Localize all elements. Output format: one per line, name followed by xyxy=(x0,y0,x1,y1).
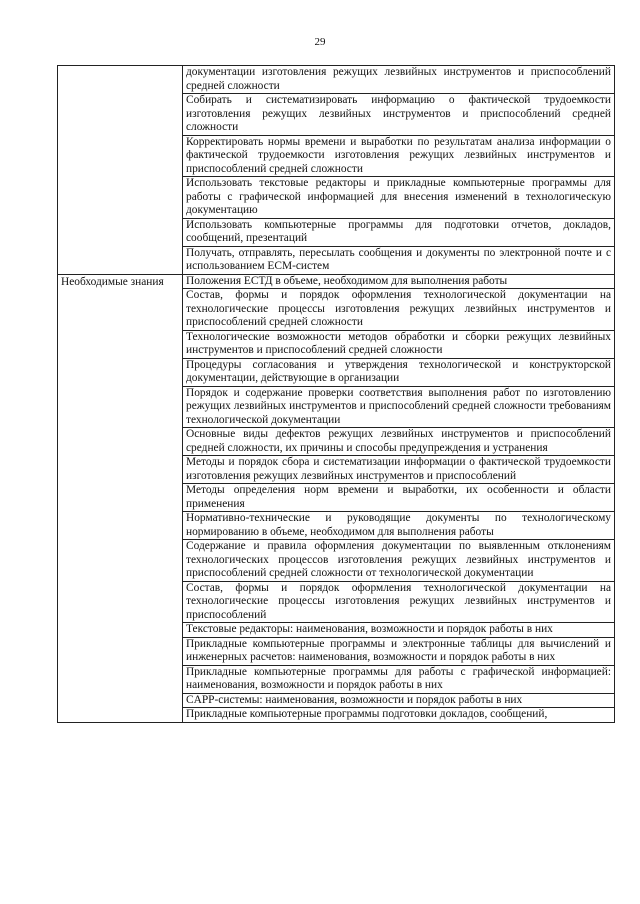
table-cell: Технологические возможности методов обработки и сборки режущих лезвийных инструментов и приспособлений средней сложности xyxy=(183,330,615,358)
table-row xyxy=(58,66,615,94)
table-cell: Прикладные компьютерные программы подготовки докладов, сообщений, xyxy=(183,708,615,723)
table-cell: Получать, отправлять, пересылать сообщения и документы по электронной почте и с использованием ECM-систем xyxy=(183,246,615,274)
table-cell: Нормативно-технические и руководящие документы по технологическому нормированию в объеме, необходимом для выполнения работы xyxy=(183,512,615,540)
row-label xyxy=(61,66,179,67)
table-cell: Методы определения норм времени и выработки, их особенности и области применения xyxy=(183,484,615,512)
table-cell: Собирать и систематизировать информацию о фактической трудоемкости изготовления режущих лезвийных инструментов и приспособлений средней сложности xyxy=(183,94,615,136)
table-cell: Корректировать нормы времени и выработки по результатам анализа информации о фактической трудоемкости изготовления режущих лезвийных инструментов и приспособлений средней сложности xyxy=(183,135,615,177)
table-body xyxy=(58,66,615,723)
page-number: 29 xyxy=(314,36,326,48)
table-cell: CAPP-системы: наименования, возможности и порядок работы в них xyxy=(183,693,615,708)
skills-label-cell xyxy=(58,66,183,275)
table-cell: Методы и порядок сбора и систематизации информации о фактической трудоемкости изготовления режущих лезвийных инструментов и приспособлений xyxy=(183,456,615,484)
knowledge-label-cell xyxy=(58,274,183,722)
table-cell: Содержание и правила оформления документации по выявленным отклонениям технологических процессов изготовления режущих лезвийных инструментов и приспособлений средней сложности от технологической документации xyxy=(183,540,615,582)
table-cell: Порядок и содержание проверки соответствия выполнения работ по изготовлению режущих лезвийных инструментов и приспособлений средней сложности требованиям технологической документации xyxy=(183,386,615,428)
table-cell: Прикладные компьютерные программы и электронные таблицы для вычислений и инженерных расчетов: наименования, возможности и порядок работы в них xyxy=(183,637,615,665)
table-row xyxy=(58,274,615,289)
table-cell: Процедуры согласования и утверждения технологической и конструкторской документации, действующие в организации xyxy=(183,358,615,386)
table-cell: Положения ЕСТД в объеме, необходимом для выполнения работы xyxy=(183,274,615,289)
row-label: Необходимые знания xyxy=(61,275,164,288)
table-cell: Состав, формы и порядок оформления технологической документации на технологические процессы изготовления режущих лезвийных инструментов и приспособлений xyxy=(183,581,615,623)
table-cell: Текстовые редакторы: наименования, возможности и порядок работы в них xyxy=(183,623,615,638)
knowledge-skills-table xyxy=(57,65,615,723)
table-cell: Состав, формы и порядок оформления технологической документации на технологические процессы изготовления режущих лезвийных инструментов и приспособлений средней сложности xyxy=(183,289,615,331)
table-cell: Прикладные компьютерные программы для работы с графической информацией: наименования, возможности и порядок работы в них xyxy=(183,665,615,693)
table-cell: документации изготовления режущих лезвийных инструментов и приспособлений средней сложности xyxy=(183,66,615,94)
table-cell: Основные виды дефектов режущих лезвийных инструментов и приспособлений средней сложности, их причины и способы предупреждения и устранения xyxy=(183,428,615,456)
table-cell: Использовать компьютерные программы для подготовки отчетов, докладов, сообщений, презентаций xyxy=(183,218,615,246)
table-cell: Использовать текстовые редакторы и прикладные компьютерные программы для работы с графической информацией для внесения изменений в технологическую документацию xyxy=(183,177,615,219)
